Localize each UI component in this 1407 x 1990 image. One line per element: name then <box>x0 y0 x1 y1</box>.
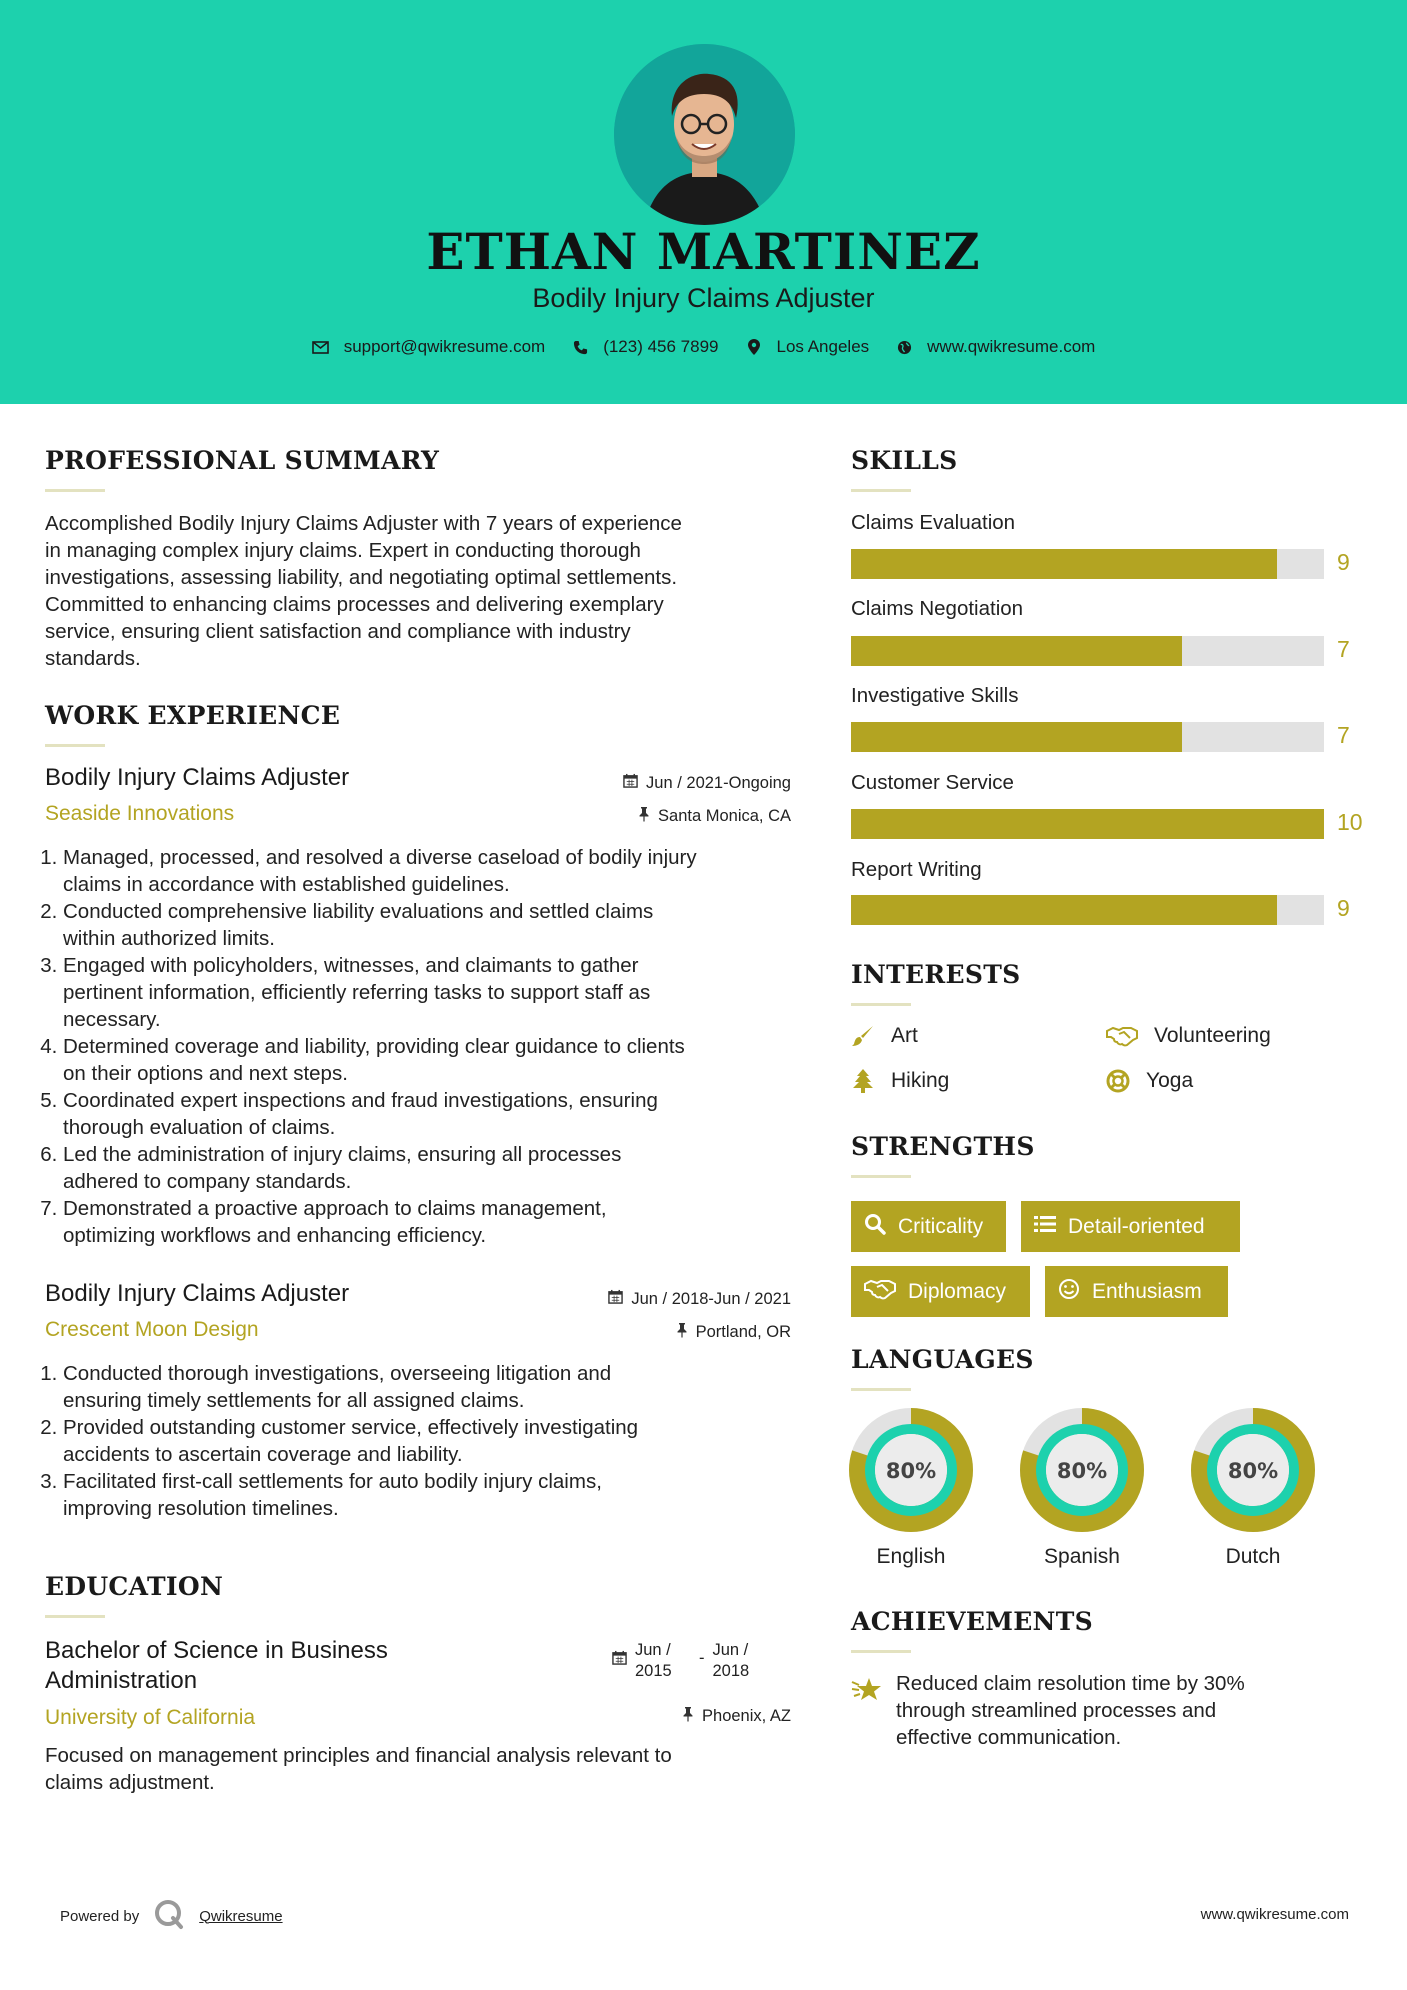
skill-name: Claims Evaluation <box>851 511 1016 534</box>
skill-value: 7 <box>1337 636 1350 662</box>
contact-bar <box>0 337 1407 357</box>
summary-underline <box>45 489 105 492</box>
interest-label: Yoga <box>1146 1069 1194 1092</box>
education-line: claims adjustment. <box>45 1771 215 1794</box>
summary-line: in managing complex injury claims. Expert in conducting thorough <box>45 539 641 562</box>
interests-heading: INTERESTS <box>851 960 1021 989</box>
qwikresume-logo-icon <box>153 1898 185 1934</box>
brush-icon <box>851 1024 875 1048</box>
language-spanish <box>1020 1408 1144 1537</box>
interest-yoga <box>1106 1069 1193 1093</box>
summary-line: service, ensuring client satisfaction and compliance with industry <box>45 620 631 643</box>
phone-text: (123) 456 7899 <box>603 337 719 356</box>
pushpin-icon <box>682 1706 694 1727</box>
job-dates-text: Jun / 2018-Jun / 2021 <box>631 1289 791 1308</box>
achievement-text <box>896 1670 1346 1751</box>
skill-name: Customer Service <box>851 771 1014 794</box>
languages-heading: LANGUAGES <box>851 1345 1034 1374</box>
website-text: www.qwikresume.com <box>927 337 1096 356</box>
achievements-underline <box>851 1650 911 1653</box>
envelope-icon <box>312 338 330 356</box>
education-underline <box>45 1615 105 1618</box>
skills-heading: SKILLS <box>851 446 958 475</box>
strength-label: Detail-oriented <box>1068 1214 1205 1238</box>
company-name: Seaside Innovations <box>45 802 235 825</box>
job-title: Bodily Injury Claims Adjuster <box>45 764 350 791</box>
education-line: Focused on management principles and financial analysis relevant to <box>45 1744 672 1767</box>
language-name: Dutch <box>1225 1545 1281 1568</box>
language-percent: 80% <box>1227 1459 1279 1483</box>
job-location-text: Santa Monica, CA <box>658 807 791 825</box>
job-dates-text: Jun / 2021-Ongoing <box>646 773 791 792</box>
powered-by-text: Powered by <box>60 1907 140 1925</box>
bullet-item: 3. Facilitated first-call settlements for auto bodily injury claims, improving resolution timelines. <box>63 1468 805 1522</box>
job-title: Bodily Injury Claims Adjuster <box>45 1280 350 1307</box>
bullet-item: 5. Coordinated expert inspections and fraud investigations, ensuring thorough evaluation of claims. <box>63 1087 805 1141</box>
language-ring <box>849 1408 973 1532</box>
skill-value: 10 <box>1337 809 1363 835</box>
contact-website[interactable] <box>895 337 1095 357</box>
qwikresume-link[interactable]: Qwikresume <box>199 1907 283 1925</box>
handshake-icon <box>1106 1024 1138 1048</box>
summary-line: Accomplished Bodily Injury Claims Adjuster with 7 years of experience <box>45 512 682 535</box>
calendar-icon <box>612 1650 627 1671</box>
language-ring <box>1191 1408 1315 1532</box>
school-name: University of California <box>45 1706 256 1729</box>
languages-underline <box>851 1388 911 1391</box>
skill-name: Claims Negotiation <box>851 597 1024 620</box>
strength-tag-detail-oriented <box>1021 1201 1240 1252</box>
strengths-heading: STRENGTHS <box>851 1132 1035 1161</box>
strength-tag-enthusiasm <box>1045 1266 1228 1317</box>
skill-value: 9 <box>1337 895 1350 921</box>
interest-hiking <box>851 1069 949 1093</box>
summary-line: investigations, assessing liability, and negotiating optimal settlements. <box>45 566 678 589</box>
bullet-item: 4. Determined coverage and liability, providing clear guidance to clients on their options and next steps. <box>63 1033 805 1087</box>
job-dates <box>520 1289 791 1309</box>
skill-bar-fill <box>851 895 1277 925</box>
language-name: Spanish <box>1044 1545 1120 1568</box>
map-pin-icon <box>745 338 763 356</box>
bullet-item: 1. Managed, processed, and resolved a diverse caseload of bodily injury claims in accordance with established guidelines. <box>63 844 805 898</box>
experience-heading: WORK EXPERIENCE <box>45 701 341 730</box>
education-location <box>520 1706 791 1727</box>
candidate-role: Bodily Injury Claims Adjuster <box>532 283 875 313</box>
skill-name: Report Writing <box>851 858 982 881</box>
pushpin-icon <box>676 1322 688 1343</box>
contact-location <box>745 337 870 357</box>
interest-label: Hiking <box>891 1069 950 1092</box>
bullet-item: 2. Conducted comprehensive liability evaluations and settled claims within authorized limits. <box>63 898 805 952</box>
job-location <box>520 806 791 827</box>
footer-site[interactable]: www.qwikresume.com <box>1200 1906 1349 1923</box>
strength-label: Enthusiasm <box>1092 1279 1202 1303</box>
phone-icon <box>571 338 589 356</box>
search-icon <box>864 1213 886 1241</box>
header-banner <box>0 0 1407 404</box>
bullet-item: 7. Demonstrated a proactive approach to claims management, optimizing workflows and enhancing efficiency. <box>63 1195 805 1249</box>
education-description <box>45 1742 805 1796</box>
skill-name: Investigative Skills <box>851 684 1019 707</box>
summary-heading: PROFESSIONAL SUMMARY <box>45 446 440 475</box>
skill-bar-track <box>851 636 1324 666</box>
skill-value: 9 <box>1337 549 1350 575</box>
strength-label: Diplomacy <box>908 1279 1007 1303</box>
candidate-name: ETHAN MARTINEZ <box>426 222 981 281</box>
job-dates <box>520 773 791 793</box>
degree-title <box>45 1636 388 1696</box>
degree-line: Bachelor of Science in Business <box>45 1637 388 1664</box>
skill-bar-track <box>851 809 1324 839</box>
interest-label: Volunteering <box>1154 1024 1271 1047</box>
skill-bar-track <box>851 549 1324 579</box>
email-text: support@qwikresume.com <box>343 337 546 356</box>
lifebuoy-icon <box>1106 1069 1130 1093</box>
education-heading: EDUCATION <box>45 1572 224 1601</box>
language-english <box>849 1408 973 1537</box>
interest-volunteering <box>1106 1024 1271 1048</box>
contact-phone[interactable] <box>571 337 718 357</box>
skill-bar-track <box>851 895 1324 925</box>
handshake-icon <box>864 1278 896 1306</box>
interests-underline <box>851 1003 911 1006</box>
date-separator: - <box>699 1649 705 1667</box>
language-ring <box>1020 1408 1144 1532</box>
interest-label: Art <box>891 1024 918 1047</box>
summary-text <box>45 510 805 672</box>
smile-icon <box>1058 1278 1080 1306</box>
strength-tag-criticality <box>851 1201 1006 1252</box>
achievement-line: effective communication. <box>896 1726 1122 1749</box>
pushpin-icon <box>638 806 650 827</box>
globe-icon <box>895 338 913 356</box>
tree-icon <box>851 1069 875 1093</box>
job-location <box>520 1322 791 1343</box>
company-name: Crescent Moon Design <box>45 1318 259 1341</box>
experience-underline <box>45 744 105 747</box>
skill-value: 7 <box>1337 722 1350 748</box>
education-end: Jun / 2018 <box>712 1641 750 1680</box>
interest-art <box>851 1024 918 1048</box>
summary-line: standards. <box>45 647 141 670</box>
job-bullets <box>45 1360 805 1522</box>
skill-bar-track <box>851 722 1324 752</box>
bullet-item: 6. Led the administration of injury claims, ensuring all processes adhered to company standards. <box>63 1141 805 1195</box>
language-dutch <box>1191 1408 1315 1537</box>
footer-powered-by <box>60 1898 283 1934</box>
skill-bar-fill <box>851 809 1324 839</box>
list-icon <box>1034 1215 1056 1239</box>
strength-label: Criticality <box>898 1214 984 1238</box>
summary-line: Committed to enhancing claims processes and delivering exemplary <box>45 593 664 616</box>
strength-tag-diplomacy <box>851 1266 1030 1317</box>
profile-photo <box>614 44 795 225</box>
strengths-underline <box>851 1175 911 1178</box>
language-name: English <box>876 1545 946 1568</box>
education-start: Jun / 2015 <box>635 1641 672 1680</box>
achievement-line: through streamlined processes and <box>896 1699 1217 1722</box>
calendar-icon <box>608 1289 623 1309</box>
skill-bar-fill <box>851 636 1182 666</box>
skills-underline <box>851 489 911 492</box>
bullet-item: 3. Engaged with policyholders, witnesses, and claimants to gather pertinent information, efficiently referring tasks to support staff as necessary. <box>63 952 805 1033</box>
calendar-icon <box>623 773 638 793</box>
achievements-heading: ACHIEVEMENTS <box>851 1607 1093 1636</box>
contact-email[interactable] <box>312 337 546 357</box>
skill-bar-fill <box>851 549 1277 579</box>
bullet-item: 1. Conducted thorough investigations, overseeing litigation and ensuring timely settlements for all assigned claims. <box>63 1360 805 1414</box>
job-bullets <box>45 844 805 1249</box>
education-location-text: Phoenix, AZ <box>702 1707 791 1725</box>
job-location-text: Portland, OR <box>695 1323 791 1341</box>
star-icon <box>851 1676 883 1709</box>
achievement-line: Reduced claim resolution time by 30% <box>896 1672 1245 1695</box>
education-dates <box>612 1640 749 1682</box>
bullet-item: 2. Provided outstanding customer service, effectively investigating accidents to ascertain coverage and liability. <box>63 1414 805 1468</box>
language-percent: 80% <box>1056 1459 1108 1483</box>
skill-bar-fill <box>851 722 1182 752</box>
location-text: Los Angeles <box>776 337 870 356</box>
degree-line: Administration <box>45 1667 198 1694</box>
language-percent: 80% <box>885 1459 937 1483</box>
